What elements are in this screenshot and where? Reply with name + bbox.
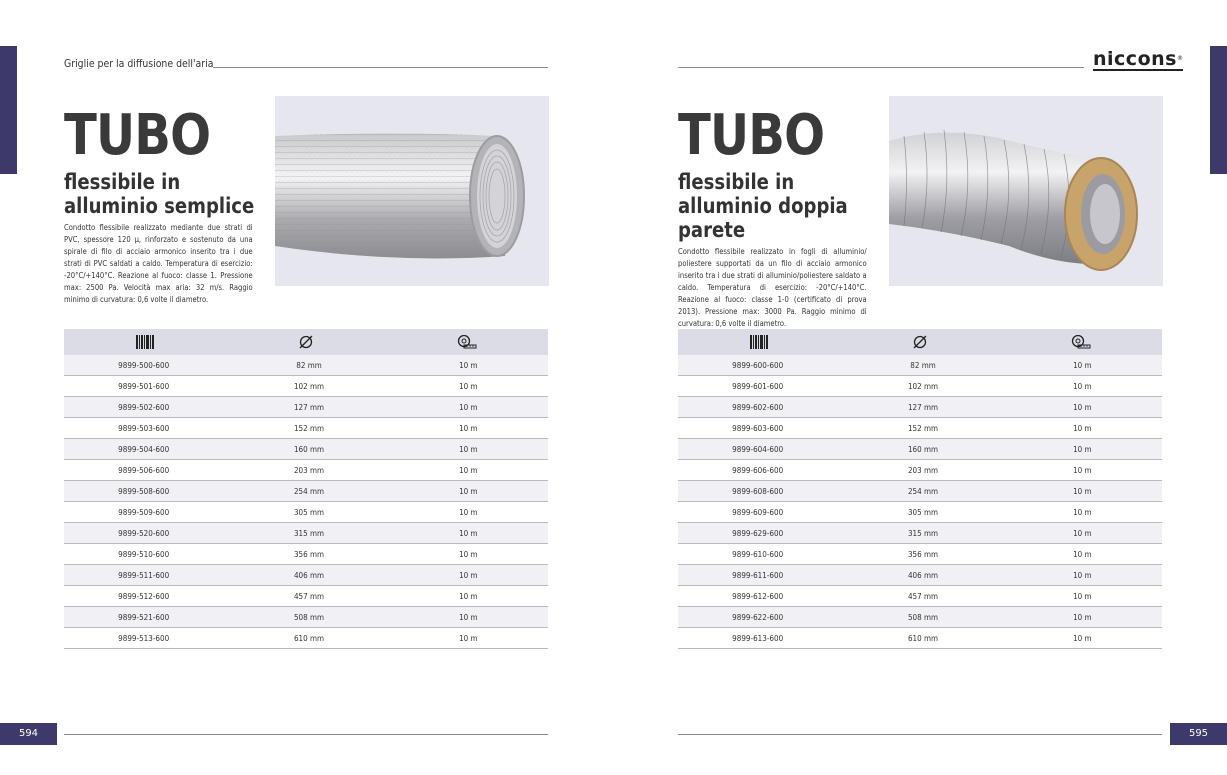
- length-value: 10 m: [459, 423, 478, 433]
- diameter-value: 508 mm: [907, 612, 939, 622]
- product-code: 9899-603-600: [732, 423, 784, 433]
- table-row: [678, 607, 1162, 628]
- length-value: 10 m: [459, 486, 478, 496]
- length-value: 10 m: [1073, 465, 1092, 475]
- brand-logo: niccons®: [1093, 48, 1184, 70]
- length-value: 10 m: [1073, 591, 1092, 601]
- product-table: [678, 329, 1162, 649]
- product-subtitle: flessibile in alluminio semplice: [64, 170, 255, 218]
- tape-measure-icon: [387, 335, 548, 349]
- table-row: [64, 607, 548, 628]
- table-row: [64, 397, 548, 418]
- diameter-value: 254 mm: [293, 486, 325, 496]
- product-code: 9899-503-600: [118, 423, 170, 433]
- table-body: [64, 355, 548, 649]
- length-value: 10 m: [459, 465, 478, 475]
- page-number-left: 594: [0, 723, 57, 745]
- product-table: [64, 329, 548, 649]
- table-row: [678, 523, 1162, 544]
- table-header: [64, 329, 548, 355]
- barcode-icon: [678, 335, 839, 349]
- product-code: 9899-521-600: [118, 612, 170, 622]
- product-code: 9899-509-600: [118, 507, 170, 517]
- table-row: [64, 481, 548, 502]
- length-value: 10 m: [459, 591, 478, 601]
- product-title: TUBO: [64, 103, 211, 168]
- product-code: 9899-502-600: [118, 402, 170, 412]
- length-value: 10 m: [459, 528, 478, 538]
- product-description: Condotto flessibile realizzato mediante due strati di PVC, spessore 120 μ, rinforzato e sostenuto da una spirale di filo di acciaio armonico inserito tra i due strati di PVC saldati a caldo. Temperatura di esercizio: -20°C/+140°C. Reazione al fuoco: classe 1. Pressione max: 2500 Pa. Velocità max aria: 32 m/s. Raggio minimo di curvatura: 0,6 volte il diametro.: [64, 223, 253, 304]
- length-value: 10 m: [1073, 549, 1092, 559]
- product-code: 9899-629-600: [732, 528, 784, 538]
- table-row: [64, 586, 548, 607]
- length-value: 10 m: [1073, 486, 1092, 496]
- diameter-value: 457 mm: [907, 591, 939, 601]
- diameter-value: 315 mm: [293, 528, 325, 538]
- length-value: 10 m: [1073, 381, 1092, 391]
- product-code: 9899-508-600: [118, 486, 170, 496]
- table-row: [64, 628, 548, 649]
- length-value: 10 m: [459, 360, 478, 370]
- product-code: 9899-501-600: [118, 381, 170, 391]
- diameter-value: 203 mm: [907, 465, 939, 475]
- diameter-value: 315 mm: [907, 528, 939, 538]
- table-row: [678, 439, 1162, 460]
- diameter-value: 152 mm: [907, 423, 939, 433]
- table-row: [678, 586, 1162, 607]
- length-value: 10 m: [459, 507, 478, 517]
- product-code: 9899-612-600: [732, 591, 784, 601]
- diameter-icon: [225, 335, 386, 349]
- table-row: [64, 376, 548, 397]
- diameter-value: 610 mm: [907, 633, 939, 643]
- length-value: 10 m: [1073, 444, 1092, 454]
- product-code: 9899-601-600: [732, 381, 784, 391]
- product-code: 9899-512-600: [118, 591, 170, 601]
- table-body: [678, 355, 1162, 649]
- product-code: 9899-511-600: [118, 570, 170, 580]
- length-value: 10 m: [1073, 423, 1092, 433]
- product-code: 9899-504-600: [118, 444, 170, 454]
- product-code: 9899-600-600: [732, 360, 784, 370]
- table-row: [678, 397, 1162, 418]
- length-value: 10 m: [1073, 507, 1092, 517]
- table-row: [678, 460, 1162, 481]
- diameter-value: 152 mm: [293, 423, 325, 433]
- diameter-value: 82 mm: [910, 360, 936, 370]
- right-edge-tab: [1210, 46, 1227, 174]
- diameter-value: 254 mm: [907, 486, 939, 496]
- product-code: 9899-613-600: [732, 633, 784, 643]
- product-code: 9899-608-600: [732, 486, 784, 496]
- section-title: Griglie per la diffusione dell'aria: [64, 57, 214, 70]
- header-rule-left: [213, 67, 548, 68]
- diameter-value: 127 mm: [293, 402, 325, 412]
- length-value: 10 m: [1073, 360, 1092, 370]
- product-code: 9899-622-600: [732, 612, 784, 622]
- diameter-value: 127 mm: [907, 402, 939, 412]
- diameter-value: 457 mm: [293, 591, 325, 601]
- table-row: [64, 565, 548, 586]
- footer-rule-left: [64, 734, 548, 735]
- footer-rule-right: [678, 734, 1162, 735]
- table-row: [64, 544, 548, 565]
- diameter-value: 102 mm: [907, 381, 939, 391]
- length-value: 10 m: [1073, 612, 1092, 622]
- length-value: 10 m: [1073, 528, 1092, 538]
- product-subtitle: flessibile in alluminio doppia parete: [678, 170, 848, 242]
- diameter-value: 406 mm: [293, 570, 325, 580]
- table-row: [678, 628, 1162, 649]
- table-row: [678, 376, 1162, 397]
- length-value: 10 m: [459, 570, 478, 580]
- product-code: 9899-510-600: [118, 549, 170, 559]
- left-page: [64, 96, 548, 643]
- diameter-value: 160 mm: [907, 444, 939, 454]
- product-code: 9899-604-600: [732, 444, 784, 454]
- product-code: 9899-513-600: [118, 633, 170, 643]
- product-code: 9899-606-600: [732, 465, 784, 475]
- barcode-icon: [64, 335, 225, 349]
- table-row: [64, 460, 548, 481]
- length-value: 10 m: [459, 381, 478, 391]
- table-row: [64, 502, 548, 523]
- product-code: 9899-610-600: [732, 549, 784, 559]
- diameter-value: 610 mm: [293, 633, 325, 643]
- length-value: 10 m: [459, 633, 478, 643]
- product-code: 9899-602-600: [732, 402, 784, 412]
- length-value: 10 m: [459, 444, 478, 454]
- header-rule-right: [678, 67, 1084, 68]
- product-photo-double-wall-duct: [889, 96, 1163, 286]
- diameter-value: 305 mm: [293, 507, 325, 517]
- length-value: 10 m: [1073, 402, 1092, 412]
- diameter-value: 356 mm: [907, 549, 939, 559]
- length-value: 10 m: [1073, 633, 1092, 643]
- length-value: 10 m: [1073, 570, 1092, 580]
- table-row: [678, 565, 1162, 586]
- length-value: 10 m: [459, 612, 478, 622]
- diameter-value: 203 mm: [293, 465, 325, 475]
- table-row: [678, 355, 1162, 376]
- right-page: [678, 96, 1162, 643]
- diameter-value: 82 mm: [296, 360, 322, 370]
- table-row: [678, 418, 1162, 439]
- product-photo-single-wall-duct: [275, 96, 549, 286]
- table-header: [678, 329, 1162, 355]
- diameter-value: 508 mm: [293, 612, 325, 622]
- diameter-value: 305 mm: [907, 507, 939, 517]
- table-row: [678, 544, 1162, 565]
- product-code: 9899-609-600: [732, 507, 784, 517]
- table-row: [678, 481, 1162, 502]
- diameter-value: 160 mm: [293, 444, 325, 454]
- table-row: [678, 502, 1162, 523]
- table-row: [64, 523, 548, 544]
- left-edge-tab: [0, 46, 17, 174]
- product-code: 9899-611-600: [732, 570, 784, 580]
- diameter-icon: [839, 335, 1000, 349]
- page-number-right: 595: [1170, 723, 1227, 745]
- product-code: 9899-520-600: [118, 528, 170, 538]
- table-row: [64, 418, 548, 439]
- length-value: 10 m: [459, 402, 478, 412]
- product-title: TUBO: [678, 103, 825, 168]
- product-code: 9899-500-600: [118, 360, 170, 370]
- tape-measure-icon: [1001, 335, 1162, 349]
- diameter-value: 356 mm: [293, 549, 325, 559]
- diameter-value: 102 mm: [293, 381, 325, 391]
- length-value: 10 m: [459, 549, 478, 559]
- table-row: [64, 439, 548, 460]
- diameter-value: 406 mm: [907, 570, 939, 580]
- table-row: [64, 355, 548, 376]
- product-description: Condotto flessibile realizzato in fogli di alluminio/ poliestere supportati da un filo di acciaio armonico inserito tra i due strati di alluminio/poliestere saldato a caldo. Temperatura di esercizio: -20°C/+140°C. Reazione al fuoco: classe 1-0 (certificato di prova 2013). Pressione max: 3000 Pa. Raggio minimo di curvatura: 0,6 volte il diametro.: [678, 247, 867, 328]
- product-code: 9899-506-600: [118, 465, 170, 475]
